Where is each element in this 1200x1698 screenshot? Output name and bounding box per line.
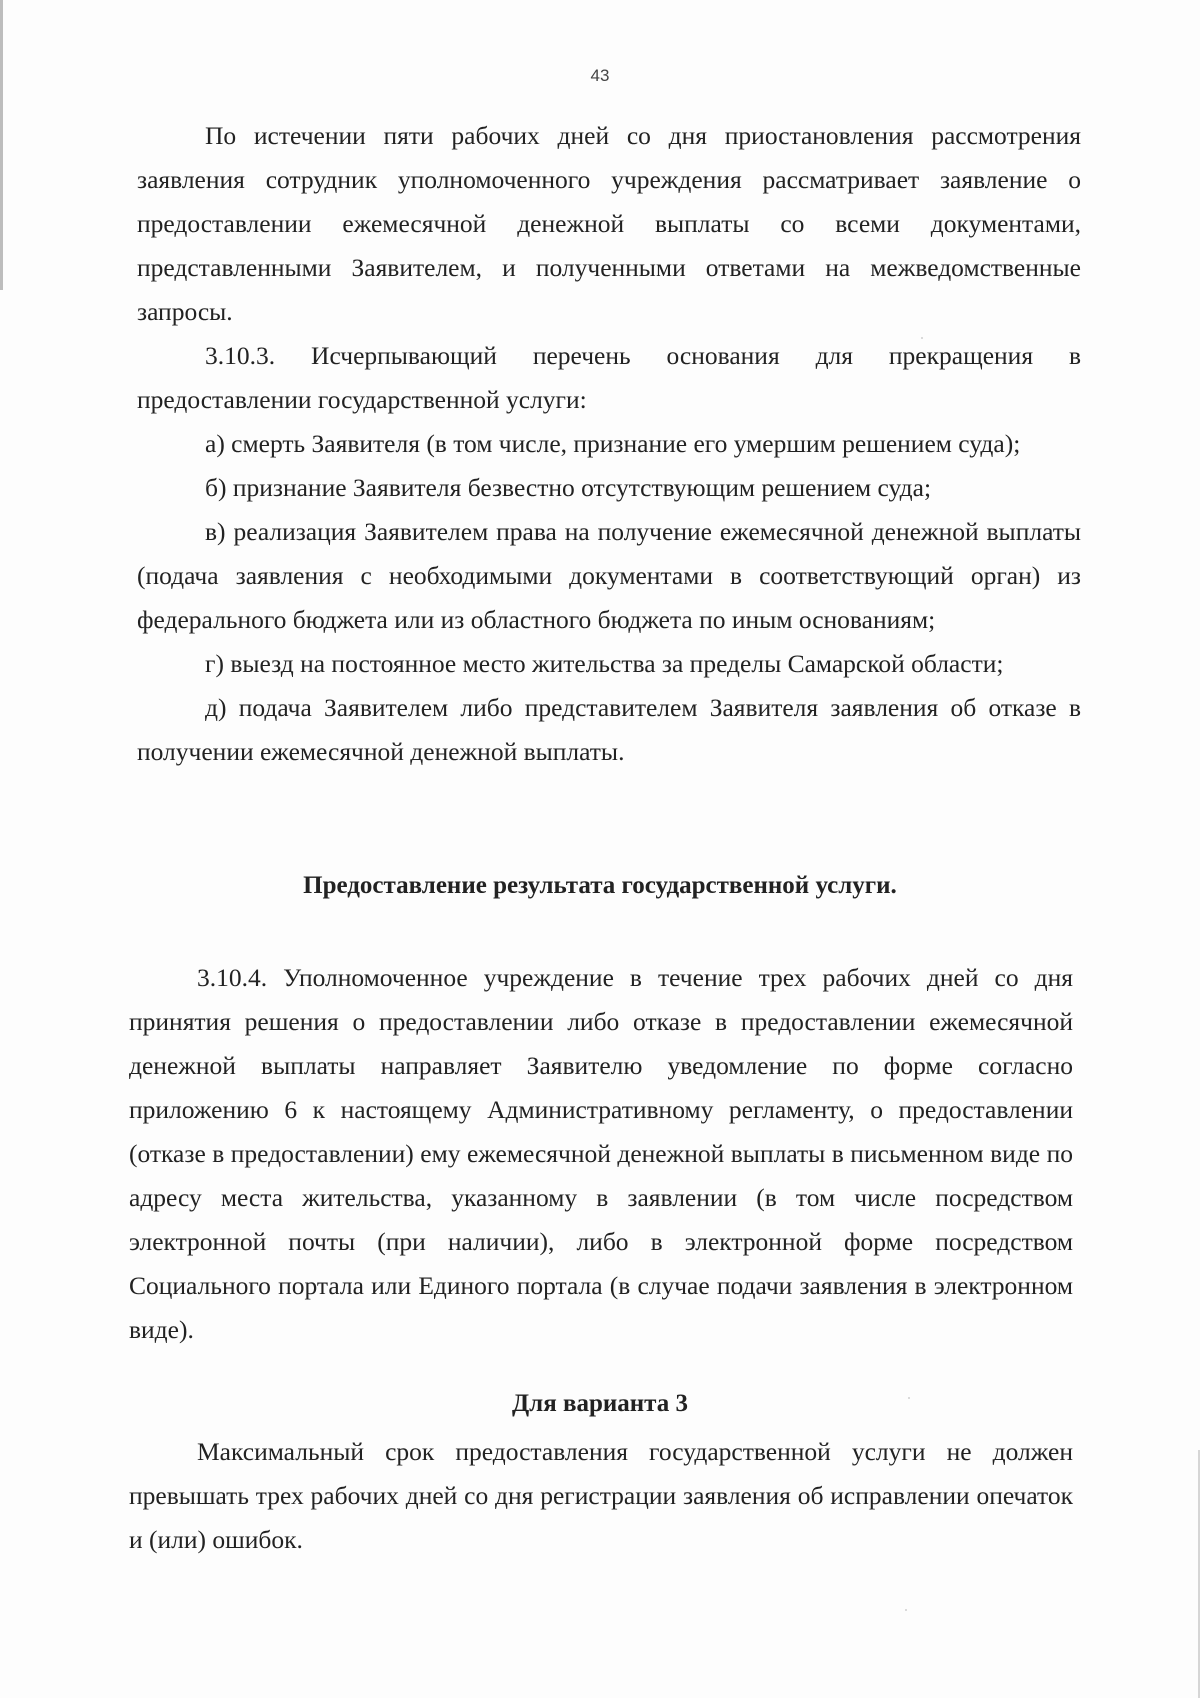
scan-speck <box>908 1397 910 1399</box>
text-block-variant-3 <box>129 1430 1073 1562</box>
text-block-top <box>137 114 1081 774</box>
paragraph-suspension-review: По истечении пяти рабочих дней со дня приостановления рассмотрения заявления сотрудник уполномоченного учреждения рассматривает заявление о предоставлении ежемесячной денежной выплаты со всеми документами, представленными Заявителем, и полученными ответами на межведомственные запросы. <box>137 121 1081 326</box>
list-item-a: а) смерть Заявителя (в том числе, признание его умершим решением суда); <box>205 429 1021 458</box>
list-item-b: б) признание Заявителя безвестно отсутствующим решением суда; <box>205 473 932 502</box>
text-block-result <box>129 956 1073 1352</box>
scan-edge-shadow <box>0 0 3 290</box>
list-item-e: д) подача Заявителем либо представителем Заявителя заявления об отказе в получении ежемесячной денежной выплаты. <box>137 693 1081 766</box>
scan-speck <box>921 337 923 339</box>
list-item-c: в) реализация Заявителем права на получение ежемесячной денежной выплаты (подача заявления с необходимыми документами в соответствующий орган) из федерального бюджета или из областного бюджета по иным основаниям; <box>137 517 1081 634</box>
scan-speck <box>905 1609 907 1611</box>
page-number: 43 <box>590 66 610 85</box>
paragraph-variant-3-deadline: Максимальный срок предоставления государственной услуги не должен превышать трех рабочих дней со дня регистрации заявления об исправлении опечаток и (или) ошибок. <box>129 1437 1073 1554</box>
section-heading-variant-3: Для варианта 3 <box>511 1390 689 1417</box>
list-item-d: г) выезд на постоянное место жительства за пределы Самарской области; <box>205 649 1004 678</box>
paragraph-termination-grounds: 3.10.3. Исчерпывающий перечень основания для прекращения в предоставлении государственной услуги: <box>137 341 1081 414</box>
section-heading-result: Предоставление результата государственной услуги. <box>303 872 897 899</box>
paragraph-result-notification: 3.10.4. Уполномоченное учреждение в течение трех рабочих дней со дня принятия решения о предоставлении либо отказе в предоставлении ежемесячной денежной выплаты направляет Заявителю уведомление по форме согласно приложению 6 к настоящему Административному регламенту, о предоставлении (отказе в предоставлении) ему ежемесячной денежной выплаты в письменном виде по адресу места жительства, указанному в заявлении (в том числе посредством электронной почты (при наличии), либо в электронной форме посредством Социального портала или Единого портала (в случае подачи заявления в электронном виде). <box>129 963 1073 1344</box>
